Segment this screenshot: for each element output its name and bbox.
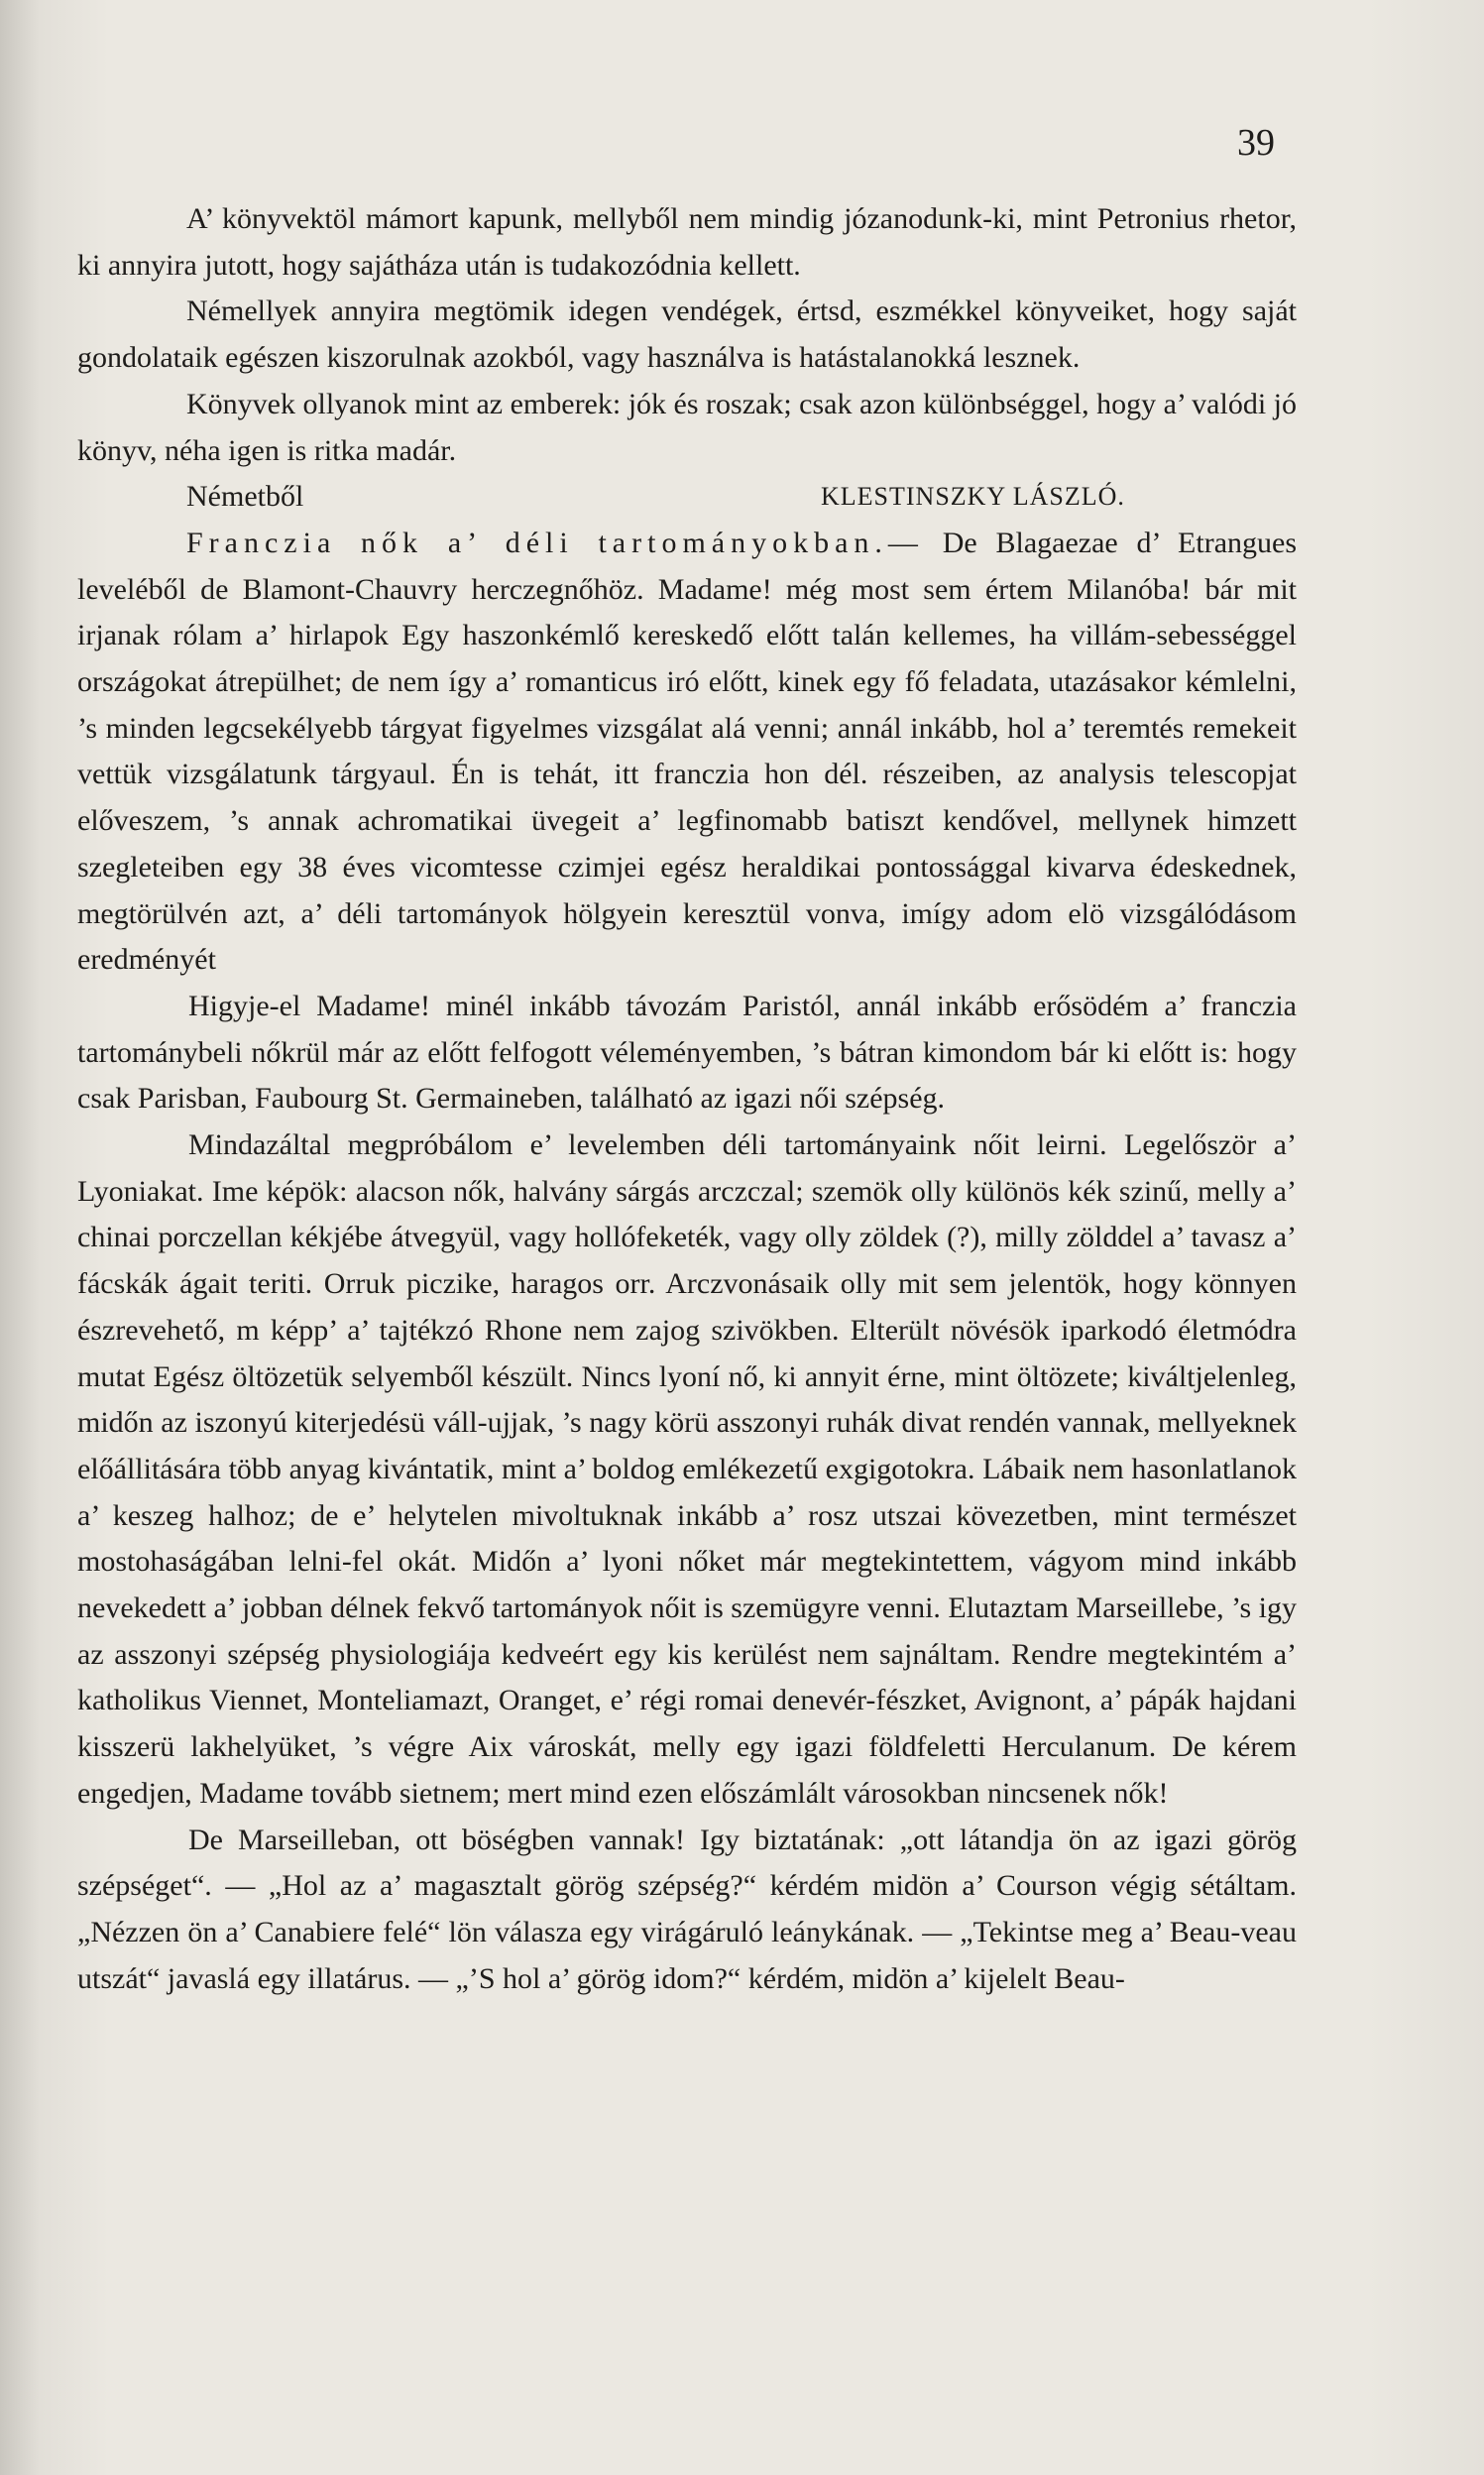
signoff-source: Németből (186, 480, 304, 514)
article-paragraph-2: Mindazáltal megpróbálom e’ levelemben déli tartományaink nőit leirni. Legelőször a’ Lyoniakat. Ime képök: alacson nők, halvány sárgás arczczal; szemök olly különös kék szinű, melly a’ chinai porczellan kékjébe átvegyül, vagy hollófeketék, vagy olly zöldek (?), milly zölddel a’ tavasz a’ fácskák ágait teriti. Orruk piczike, haragos orr. Arczvonásaik olly mit sem jelentök, hogy könnyen észrevehető, m képp’ a’ tajtékzó Rhone nem zajog szivökben. Elterült növésök iparkodó életmódra mutat Egész öltözetük selyemből készült. Nincs lyoní nő, ki annyit érne, mint öltözete; kiváltjelenleg, midőn az iszonyú kiterjedésü váll-ujjak, ’s nagy körü asszonyi ruhák divat rendén vannak, mellyeknek előállitására több anyag kivántatik, mint a’ boldog emlékezetű exgigotokra. Lábaik nem hasonlatlanok a’ keszeg halhoz; de e’ helytelen mivoltuknak inkább a’ rosz utszai kövezetben, mint természet mostohaságában lelni-fel okát. Midőn a’ lyoni nőket már megtekintettem, vágyom mind inkább nevekedett a’ jobban délnek fekvő tartományok nőit is szemügyre venni. Elutaztam Marseillebe, ’s igy az asszonyi szépség physiologiája kedveért egy kis kerülést nem sajnáltam. Rendre megtekintém a’ katholikus Viennet, Monteliamazt, Oranget, e’ régi romai denevér-fészket, Avignont, a’ pápák hajdani kisszerü lakhelyüket, ’s végre Aix városkát, melly egy igazi földfeletti Herculanum. De kérem engedjen, Madame tovább sietnem; mert mind ezen előszámlált városokban nincsenek nők! (77, 1128, 1297, 1810)
article-intro (77, 521, 1297, 984)
paragraph-1: A’ könyvektöl mámort kapunk, mellyből nem mindig józanodunk-ki, mint Petronius rhetor, ki annyira jutott, hogy sajátháza után is tudakozódnia kellett. (77, 202, 1297, 282)
paragraph-2: Némellyek annyira megtömik idegen vendégek, értsd, eszmékkel könyveiket, hogy saját gondolataik egészen kiszorulnak azokból, vagy használva is hatástalanokká lesznek. (77, 295, 1297, 375)
page-number: 39 (1237, 122, 1275, 164)
article-heading: Franczia nők a’ déli tartományokban.— (186, 526, 924, 559)
page-text (77, 196, 1297, 2002)
paragraph-3: Könyvek ollyanok mint az emberek: jók és roszak; csak azon különbséggel, hogy a’ valódi jó könyv, néha igen is ritka madár. (77, 387, 1297, 467)
article-paragraph-1: Higyje-el Madame! minél inkább távozám Paristól, annál inkább erősödém a’ franczia tartománybeli nőkrül már az előtt felfogott véleményemben, ’s bátran kimondom bár ki előtt is: hogy csak Parisban, Faubourg St. Germaineben, található az igazi női szépség. (77, 989, 1297, 1116)
signoff (77, 474, 1297, 521)
article-intro-text: De Blagaezae d’ Etrangues leveléből de Blamont-Chauvry herczegnőhöz. Madame! még most sem értem Milanóba! bár mit irjanak rólam a’ hirlapok Egy haszonkémlő kereskedő előtt talán kellemes, ha villám-sebességgel országokat átrepülhet; de nem így a’ romanticus iró előtt, kinek egy fő feladata, utazásakor kémlelni, ’s minden legcsekélyebb tárgyat figyelmes vizsgálat alá venni; annál inkább, hol a’ teremtés remekeit vettük vizsgálatunk tárgyaul. Én is tehát, itt franczia hon dél. részeiben, az analysis telescopjat előveszem, ’s annak achromatikai üvegeit a’ legfinomabb batiszt kendővel, mellynek himzett szegleteiben egy 38 éves vicomtesse czimjei egész heraldikai pontossággal kivarva édeskednek, megtörülvén azt, a’ déli tartományok hölgyein keresztül vonva, imígy adom elö vizsgálódásom eredményét (77, 526, 1297, 977)
signoff-author: KLESTINSZKY LÁSZLÓ. (821, 482, 1125, 512)
article-paragraph-3: De Marseilleban, ott böségben vannak! Igy biztatának: „ott látandja ön az igazi görög szépséget“. — „Hol az a’ magasztalt görög szépség?“ kérdém midön a’ Courson végig sétáltam. „Nézzen ön a’ Canabiere felé“ lön válasza egy virágáruló leánykának. — „Tekintse meg a’ Beau-veau utszát“ javaslá egy illatárus. — „’S hol a’ görög idom?“ kérdém, midön a’ kijelelt Beau- (77, 1823, 1297, 1995)
